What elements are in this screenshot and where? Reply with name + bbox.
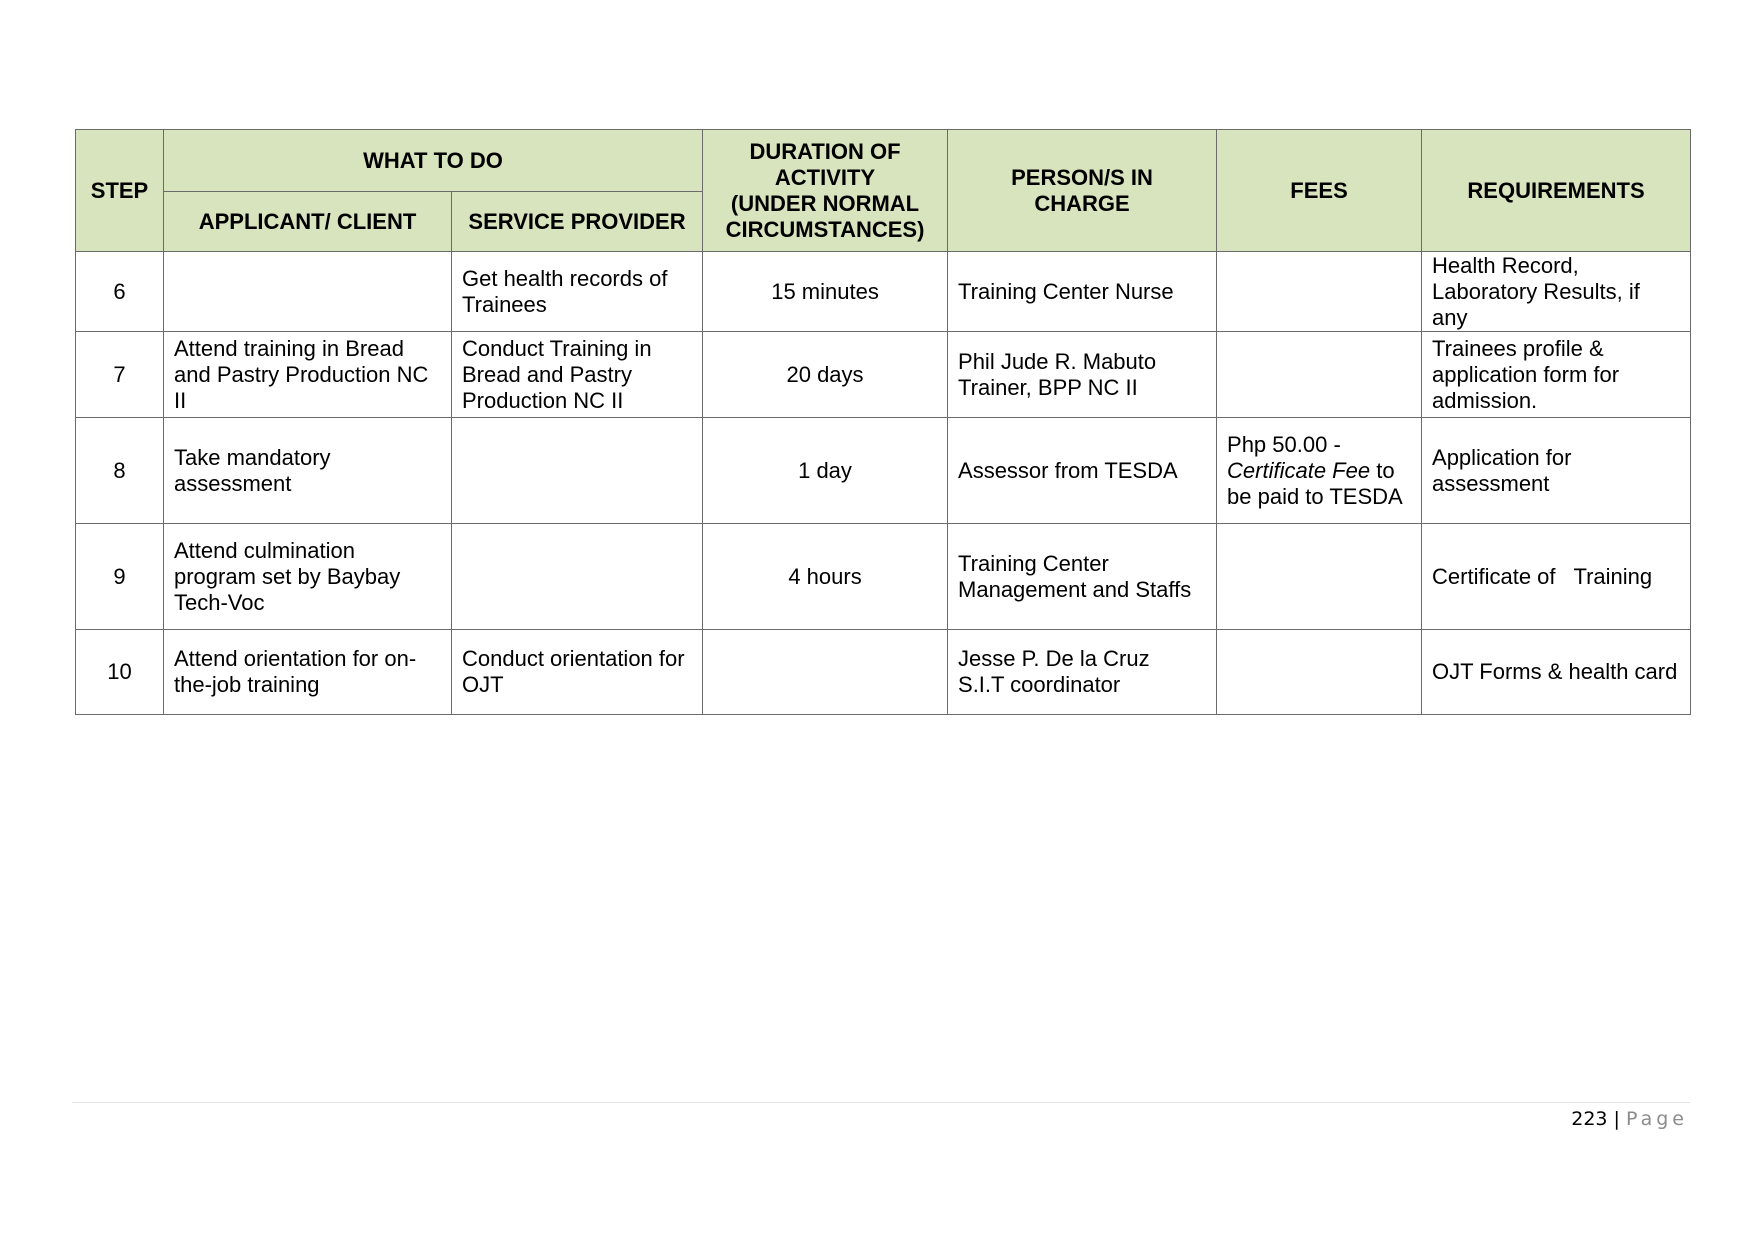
cell-provider: Conduct orientation for OJT <box>452 630 703 715</box>
cell-duration: 1 day <box>703 418 948 524</box>
page-number: 223 <box>1571 1108 1608 1130</box>
cell-applicant: Attend culmination program set by Baybay Tech-Voc <box>164 524 452 630</box>
header-fees: FEES <box>1217 130 1422 252</box>
cell-fees <box>1217 630 1422 715</box>
cell-person <box>948 332 1217 418</box>
table-row <box>76 418 1691 524</box>
page-label: Page <box>1626 1108 1688 1130</box>
header-person-in-charge: PERSON/S IN CHARGE <box>948 130 1217 252</box>
cell-step: 9 <box>76 524 164 630</box>
cell-fees <box>1217 524 1422 630</box>
cell-fees <box>1217 252 1422 332</box>
header-duration-line: CIRCUMSTANCES) <box>725 216 925 242</box>
cell-requirements: Certificate of Training <box>1422 524 1691 630</box>
table-row <box>76 252 1691 332</box>
cell-applicant <box>164 252 452 332</box>
cell-duration <box>703 630 948 715</box>
cell-duration: 15 minutes <box>703 252 948 332</box>
cell-applicant: Attend training in Bread and Pastry Production NC II <box>164 332 452 418</box>
header-duration <box>703 130 948 252</box>
cell-requirements: Application for assessment <box>1422 418 1691 524</box>
header-requirements: REQUIREMENTS <box>1422 130 1691 252</box>
cell-provider: Get health records of Trainees <box>452 252 703 332</box>
cell-person-line: S.I.T coordinator <box>958 672 1121 697</box>
header-duration-line: (UNDER NORMAL <box>730 190 920 216</box>
cell-person: Training Center Management and Staffs <box>948 524 1217 630</box>
cell-person <box>948 630 1217 715</box>
cell-step: 6 <box>76 252 164 332</box>
header-duration-line: DURATION OF <box>749 138 901 164</box>
page-separator: | <box>1613 1108 1620 1130</box>
cell-step: 8 <box>76 418 164 524</box>
cell-applicant: Take mandatory assessment <box>164 418 452 524</box>
header-service-provider: SERVICE PROVIDER <box>452 192 703 252</box>
table-row <box>76 630 1691 715</box>
cell-step: 7 <box>76 332 164 418</box>
cell-fees <box>1217 418 1422 524</box>
fees-note: to be paid to TESDA <box>1227 457 1403 509</box>
cell-duration: 20 days <box>703 332 948 418</box>
cell-fees <box>1217 332 1422 418</box>
cell-provider <box>452 524 703 630</box>
cell-provider: Conduct Training in Bread and Pastry Production NC II <box>452 332 703 418</box>
cell-requirements: Health Record, Laboratory Results, if any <box>1422 252 1691 332</box>
procedure-table <box>75 129 1691 715</box>
cell-duration: 4 hours <box>703 524 948 630</box>
cell-person-line: Trainer, BPP NC II <box>958 374 1138 400</box>
cell-requirements: OJT Forms & health card <box>1422 630 1691 715</box>
cell-provider <box>452 418 703 524</box>
header-applicant-client: APPLICANT/ CLIENT <box>164 192 452 252</box>
cell-person: Assessor from TESDA <box>948 418 1217 524</box>
cell-step: 10 <box>76 630 164 715</box>
cell-person: Training Center Nurse <box>948 252 1217 332</box>
cell-applicant: Attend orientation for on-the-job training <box>164 630 452 715</box>
table-row <box>76 524 1691 630</box>
page-footer <box>1571 1106 1688 1132</box>
header-duration-line: ACTIVITY <box>774 164 876 190</box>
fees-type: Certificate Fee <box>1227 457 1371 483</box>
header-what-to-do: WHAT TO DO <box>164 130 703 192</box>
cell-person-line: Phil Jude R. Mabuto <box>958 348 1157 374</box>
table-row <box>76 332 1691 418</box>
cell-person-line: Jesse P. De la Cruz <box>958 646 1150 671</box>
cell-requirements: Trainees profile & application form for admission. <box>1422 332 1691 418</box>
fees-amount: Php 50.00 - <box>1227 431 1341 457</box>
header-step: STEP <box>76 130 164 252</box>
footer-divider <box>72 1102 1690 1103</box>
